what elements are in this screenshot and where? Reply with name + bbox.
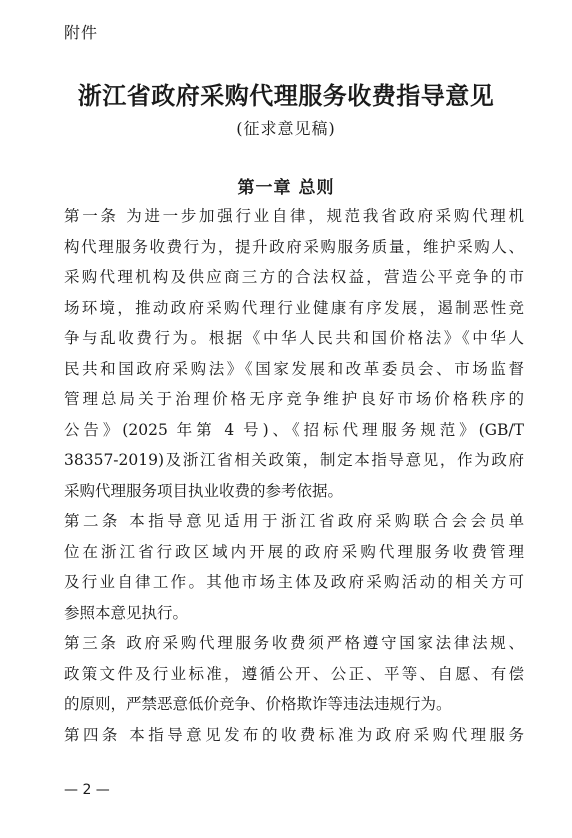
text-line: 采购代理服务项目执业收费的参考依据。 (64, 481, 344, 500)
text-line: 管理总局关于治理价格无序竞争维护良好市场价格秩序的 (64, 390, 524, 408)
text-line: 38357-2019)及浙江省相关政策，制定本指导意见，作为政府 (64, 451, 524, 469)
text-line: 构代理服务收费行为，提升政府采购服务质量，维护采购人、 (64, 237, 524, 256)
article-paragraph (64, 201, 524, 506)
text-line: 位在浙江省行政区域内开展的政府采购代理服务收费管理 (64, 542, 524, 561)
text-line: 第一条 为进一步加强行业自律，规范我省政府采购代理机 (64, 207, 524, 225)
text-line: 采购代理机构及供应商三方的合法权益，营造公平竞争的市 (64, 268, 524, 286)
text-line: 第四条 本指导意见发布的收费标准为政府采购代理服务 (64, 725, 524, 744)
text-line: 公告》(2025 年第 4 号)、《招标代理服务规范》(GB/T (64, 420, 524, 439)
text-line: 及行业自律工作。其他市场主体及政府采购活动的相关方可 (64, 573, 524, 591)
page-number: — 2 — (64, 782, 110, 798)
article-paragraph (64, 720, 524, 751)
document-body (64, 201, 524, 750)
text-line: 场环境，推动政府采购代理行业健康有序发展，遏制恶性竞 (64, 298, 524, 317)
text-line: 第三条 政府采购代理服务收费须严格遵守国家法律法规、 (64, 634, 524, 652)
text-line: 的原则，严禁恶意低价竞争、价格欺诈等违法违规行为。 (64, 695, 452, 713)
chapter-heading: 第一章 总则 (237, 178, 335, 198)
document-subtitle: (征求意见稿) (236, 119, 336, 138)
text-line: 政策文件及行业标准，遵循公开、公正、平等、自愿、有偿 (64, 664, 524, 683)
attachment-label: 附件 (64, 23, 99, 42)
article-paragraph (64, 628, 524, 720)
text-line: 争与乱收费行为。根据《中华人民共和国价格法》《中华人 (64, 329, 524, 347)
text-line: 参照本意见执行。 (64, 603, 189, 622)
document-title: 浙江省政府采购代理服务收费指导意见 (77, 81, 495, 110)
article-paragraph (64, 506, 524, 628)
text-line: 第二条 本指导意见适用于浙江省政府采购联合会会员单 (64, 512, 524, 530)
text-line: 民共和国政府采购法》《国家发展和改革委员会、市场监督 (64, 359, 524, 378)
